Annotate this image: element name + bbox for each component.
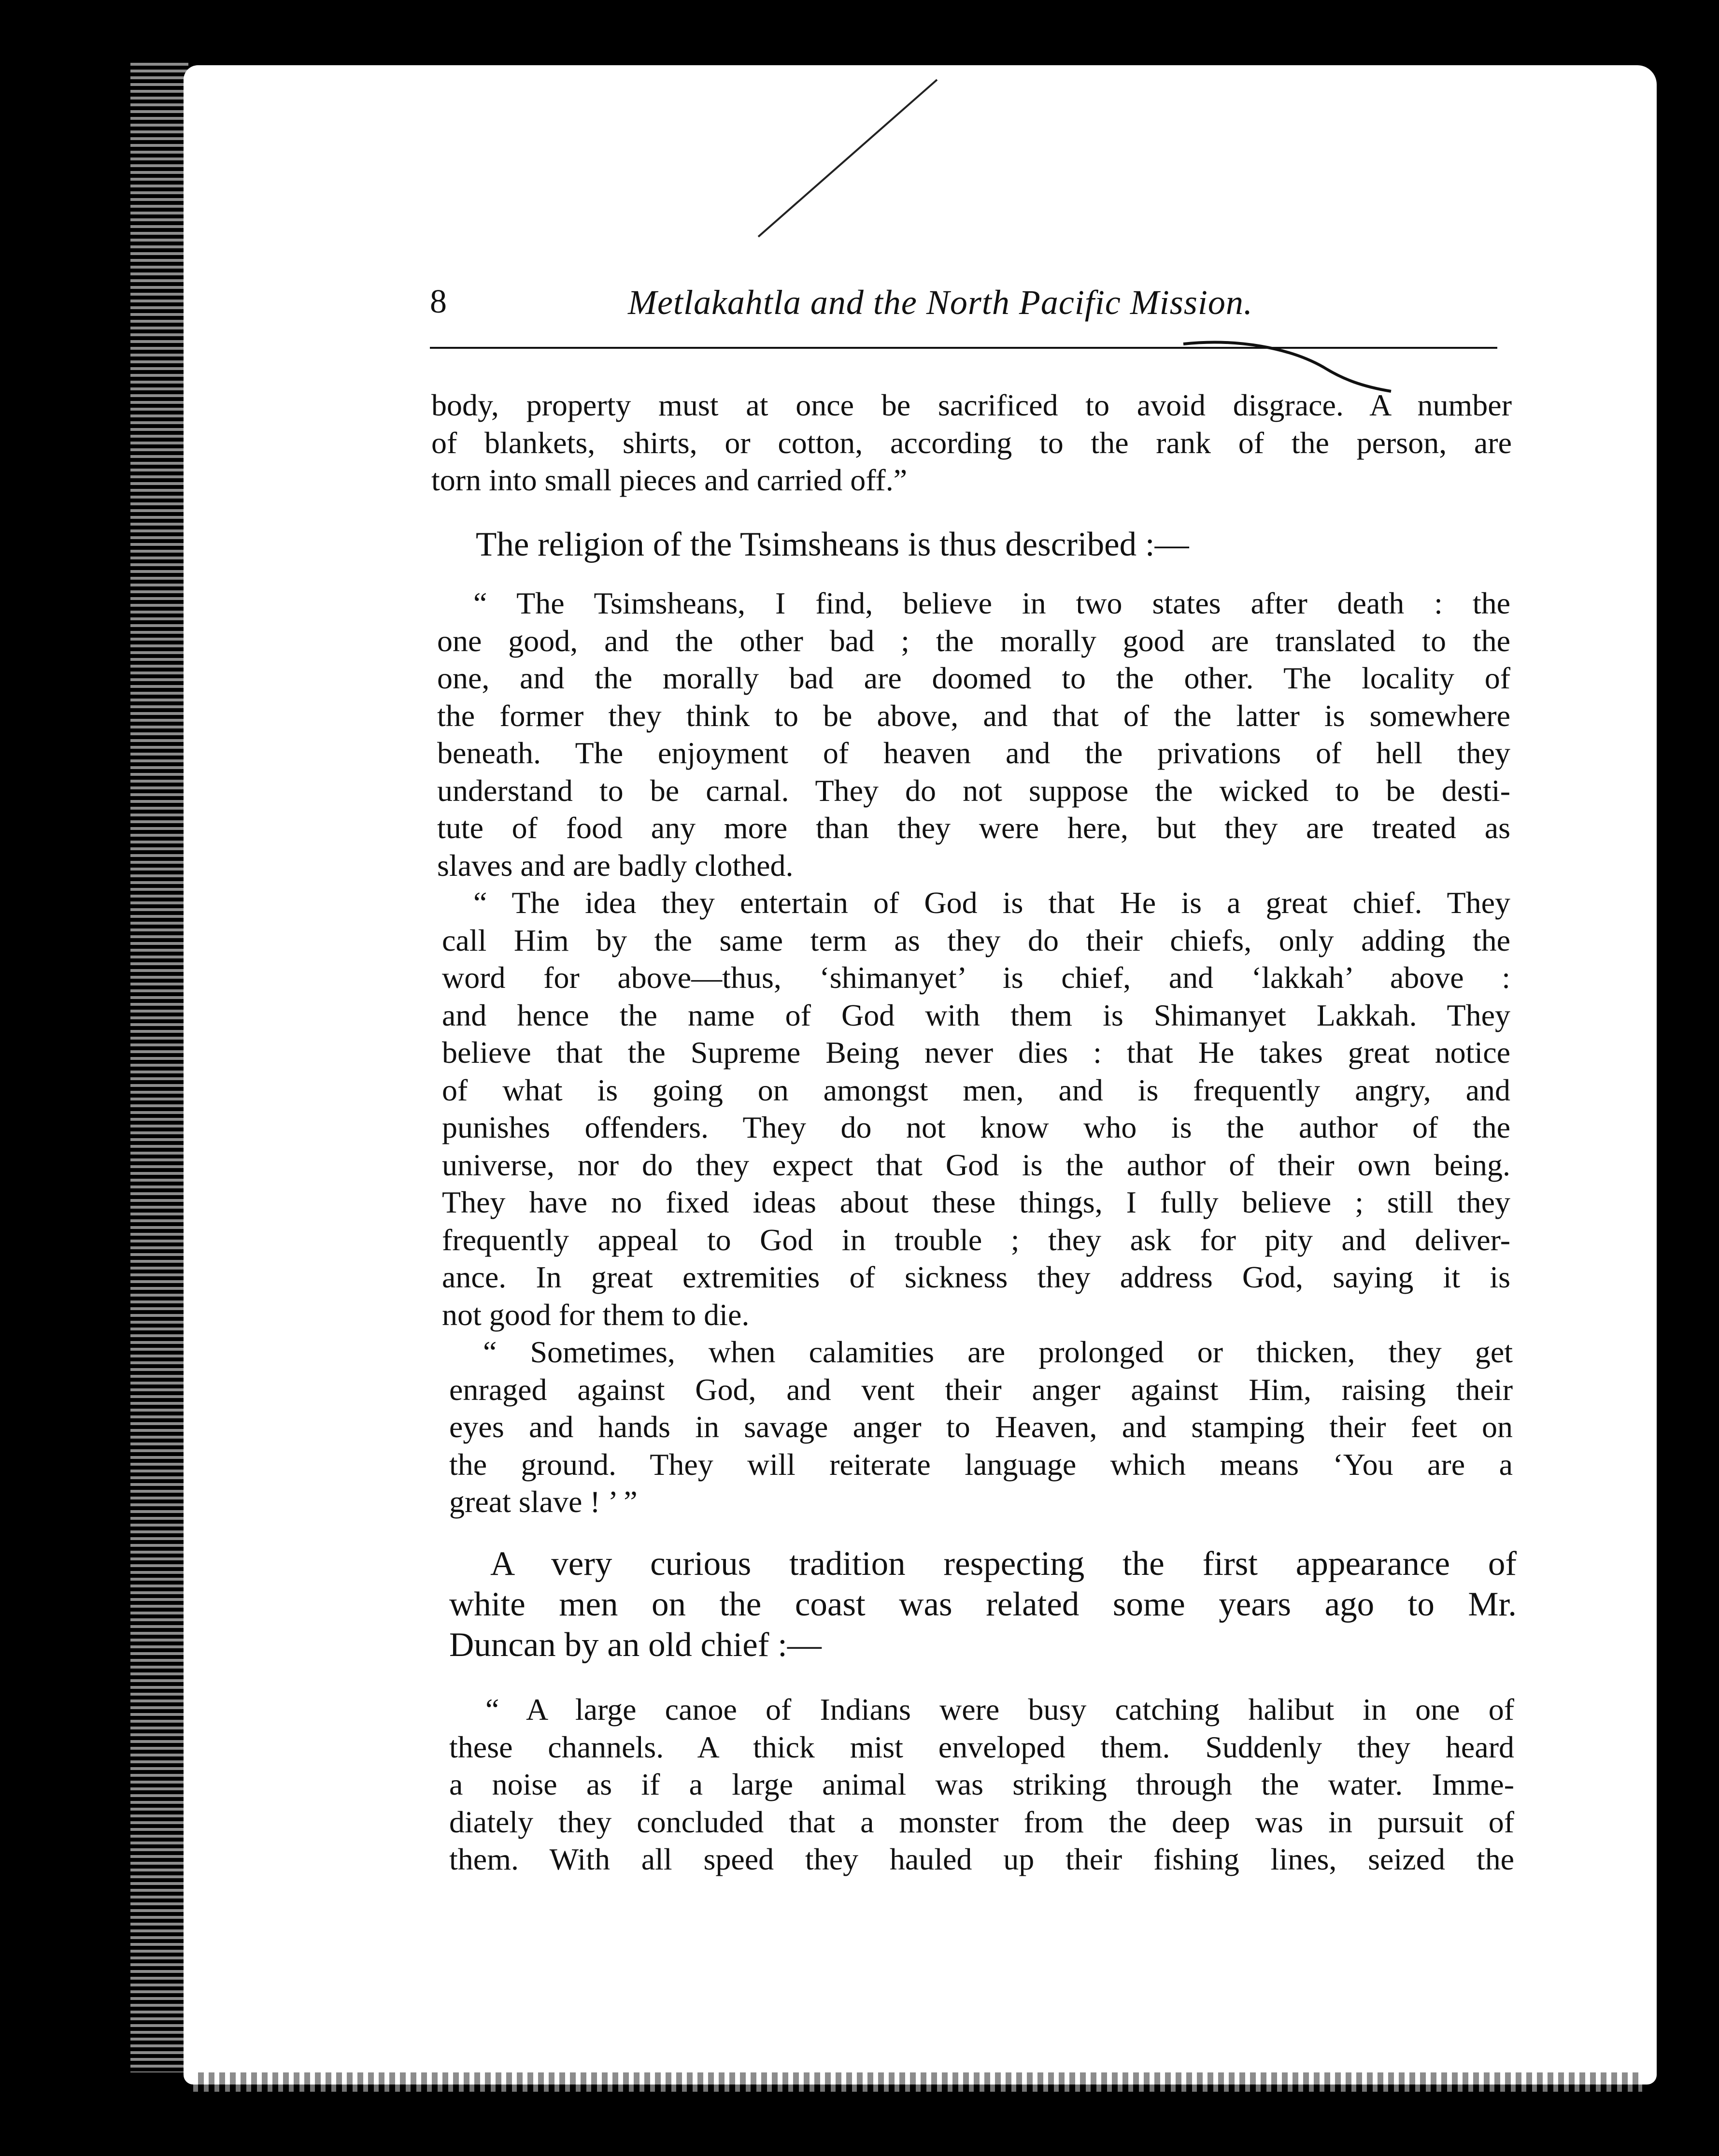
page-number: 8	[430, 283, 447, 320]
text-line: Duncan by an old chief :—	[449, 1626, 822, 1664]
intro-line-religion	[476, 524, 1345, 565]
text-line: the former they think to be above, and that of the latter is somewhere	[437, 698, 1510, 733]
text-line: “ The idea they entertain of God is that He is a great chief. They	[473, 885, 1510, 920]
book-edge-left	[130, 63, 188, 2072]
text-line: “ A large canoe of Indians were busy catching halibut in one of	[485, 1692, 1514, 1727]
quote-paragraph-1	[437, 585, 1510, 884]
text-line: beneath. The enjoyment of heaven and the privations of hell they	[437, 736, 1510, 770]
text-line: A very curious tradition respecting the first appearance of	[490, 1545, 1517, 1583]
text-line: universe, nor do they expect that God is the author of their own being.	[442, 1147, 1510, 1182]
text-line: white men on the coast was related some years ago to Mr.	[449, 1585, 1517, 1623]
text-line: “ The Tsimsheans, I find, believe in two states after death : the	[473, 586, 1510, 620]
text-line: of what is going on amongst men, and is frequently angry, and	[442, 1072, 1510, 1107]
text-line: them. With all speed they hauled up their fishing lines, seized the	[449, 1842, 1514, 1876]
text-line: “ Sometimes, when calamities are prolonged or thicken, they get	[483, 1335, 1513, 1369]
text-line: one, and the morally bad are doomed to the other. The locality of	[437, 661, 1510, 695]
text-line: not good for them to die.	[442, 1297, 750, 1332]
text-line: tute of food any more than they were here, but they are treated as	[437, 811, 1510, 845]
running-header	[430, 278, 1512, 331]
text-line: punishes offenders. They do not know who is the author of the	[442, 1110, 1510, 1144]
text-line: of blankets, shirts, or cotton, according to the rank of the person, are	[431, 425, 1512, 460]
intro-paragraph-tradition	[449, 1543, 1517, 1665]
text-line: ance. In great extremities of sickness they address God, saying it is	[442, 1260, 1510, 1294]
text-line: one good, and the other bad ; the morally good are translated to the	[437, 623, 1510, 658]
text-line: The religion of the Tsimsheans is thus described :—	[476, 526, 1189, 563]
text-line: and hence the name of God with them is Shimanyet Lakkah. They	[442, 998, 1510, 1032]
text-line: frequently appeal to God in trouble ; they ask for pity and deliver-	[442, 1222, 1510, 1257]
text-line: a noise as if a large animal was striking through the water. Imme-	[449, 1767, 1514, 1801]
book-edge-bottom	[193, 2072, 1642, 2092]
header-rule	[430, 347, 1497, 349]
quote-paragraph-4	[449, 1691, 1514, 1878]
quote-paragraph-2	[442, 884, 1510, 1333]
text-line: these channels. A thick mist enveloped them. Suddenly they heard	[449, 1729, 1514, 1764]
text-line: torn into small pieces and carried off.”	[431, 463, 908, 497]
text-line: eyes and hands in savage anger to Heaven, and stamping their feet on	[449, 1410, 1513, 1444]
text-line: body, property must at once be sacrificed to avoid disgrace. A number	[431, 388, 1512, 422]
text-line: word for above—thus, ‘shimanyet’ is chief, and ‘lakkah’ above :	[442, 960, 1510, 995]
text-line: the ground. They will reiterate language which means ‘You are a	[449, 1447, 1513, 1482]
running-title: Metlakahtla and the North Pacific Mission.	[628, 283, 1253, 322]
text-line: believe that the Supreme Being never dies : that He takes great notice	[442, 1035, 1510, 1070]
text-line: call Him by the same term as they do their chiefs, only adding the	[442, 923, 1510, 957]
text-line: diately they concluded that a monster from the deep was in pursuit of	[449, 1804, 1514, 1839]
text-line: They have no fixed ideas about these things, I fully believe ; still they	[442, 1185, 1510, 1219]
pencil-mark	[744, 77, 947, 251]
quote-paragraph-3	[449, 1333, 1513, 1521]
text-line: enraged against God, and vent their anger against Him, raising their	[449, 1372, 1513, 1407]
text-line: understand to be carnal. They do not suppose the wicked to be desti-	[437, 773, 1510, 808]
text-line: great slave ! ’ ”	[449, 1485, 638, 1519]
text-line: slaves and are badly clothed.	[437, 848, 794, 883]
paragraph-continuation	[431, 386, 1512, 499]
